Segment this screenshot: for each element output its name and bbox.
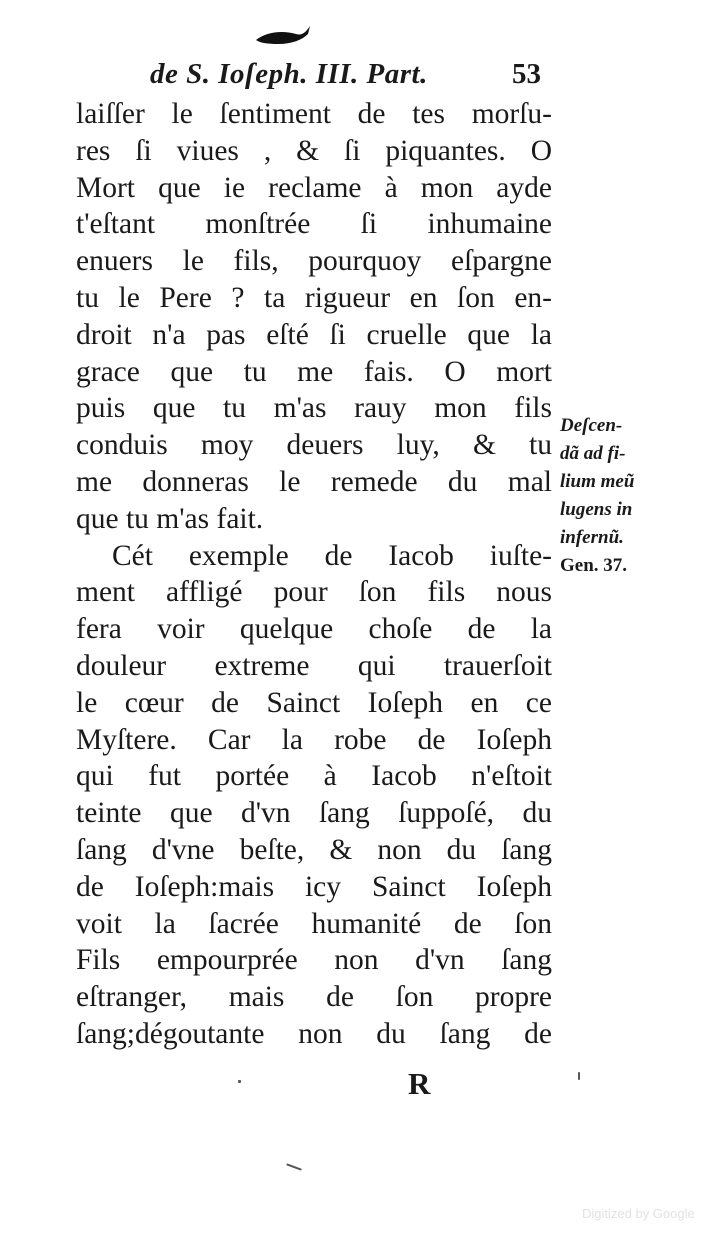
- text-line: res ſi viues , & ſi piquantes. O: [76, 134, 552, 167]
- text-line: conduis moy deuers luy, & tu: [76, 429, 552, 462]
- watermark: Digitized by Google: [582, 1206, 695, 1221]
- text-line: enuers le fils, pourquoy eſpargne: [76, 245, 552, 278]
- text-line: laiſſer le ſentiment de tes morſu-: [76, 98, 552, 130]
- text-line: ſang;dégoutante non du ſang de: [76, 1017, 552, 1050]
- text-line: qui fut portée à Iacob n'eſtoit: [76, 760, 552, 793]
- text-line: puis que tu m'as rauy mon fils: [76, 392, 552, 425]
- margin-note-line: Deſcen-: [560, 415, 623, 436]
- text-line: tu le Pere ? ta rigueur en ſon en-: [76, 281, 552, 314]
- text-line: voit la ſacrée humanité de ſon: [76, 907, 552, 940]
- text-line: eſtranger, mais de ſon propre: [76, 981, 552, 1014]
- margin-note-line: lium meũ: [560, 471, 635, 492]
- text-line: grace que tu me fais. O mort: [76, 355, 552, 388]
- body-text: [76, 96, 552, 1053]
- margin-note-reference: Gen. 37.: [560, 555, 628, 576]
- text-line: ment affligé pour ſon fils nous: [76, 576, 552, 609]
- text-line: douleur extreme qui trauerſoit: [76, 649, 552, 682]
- text-line: me donneras le remede du mal: [76, 465, 552, 498]
- text-line: fera voir quelque choſe de la: [76, 613, 552, 646]
- text-line: ſang d'vne beſte, & non du ſang: [76, 833, 552, 866]
- signature-mark: R: [408, 1066, 431, 1101]
- stray-ink-mark: [578, 1072, 580, 1080]
- margin-note-line: dã ad fi-: [560, 443, 626, 464]
- text-line: le cœur de Sainct Ioſeph en ce: [76, 686, 552, 719]
- page-number: 53: [512, 58, 541, 90]
- running-header: [150, 58, 580, 98]
- text-line: Myſtere. Car la robe de Ioſeph: [76, 723, 552, 756]
- stray-ink-mark: [238, 1080, 241, 1083]
- stray-ink-mark: [286, 1163, 302, 1170]
- text-line: t'eſtant monſtrée ſi inhumaine: [76, 208, 552, 241]
- text-line: Cét exemple de Iacob iuſte-: [112, 539, 552, 572]
- text-line: teinte que d'vn ſang ſuppoſé, du: [76, 797, 552, 830]
- margin-note-line: lugens in: [560, 499, 633, 520]
- margin-note-line: infernũ.: [560, 527, 624, 548]
- running-title: de S. Ioſeph. III. Part.: [150, 58, 428, 90]
- text-line: que tu m'as fait.: [76, 502, 264, 535]
- ink-blot-mark: [252, 24, 312, 46]
- margin-note: [560, 412, 710, 580]
- text-line: Mort que ie reclame à mon ayde: [76, 171, 552, 204]
- text-line: Fils empourprée non d'vn ſang: [76, 944, 552, 977]
- text-line: droit n'a pas eſté ſi cruelle que la: [76, 318, 552, 351]
- text-line: de Ioſeph:mais icy Sainct Ioſeph: [76, 870, 552, 903]
